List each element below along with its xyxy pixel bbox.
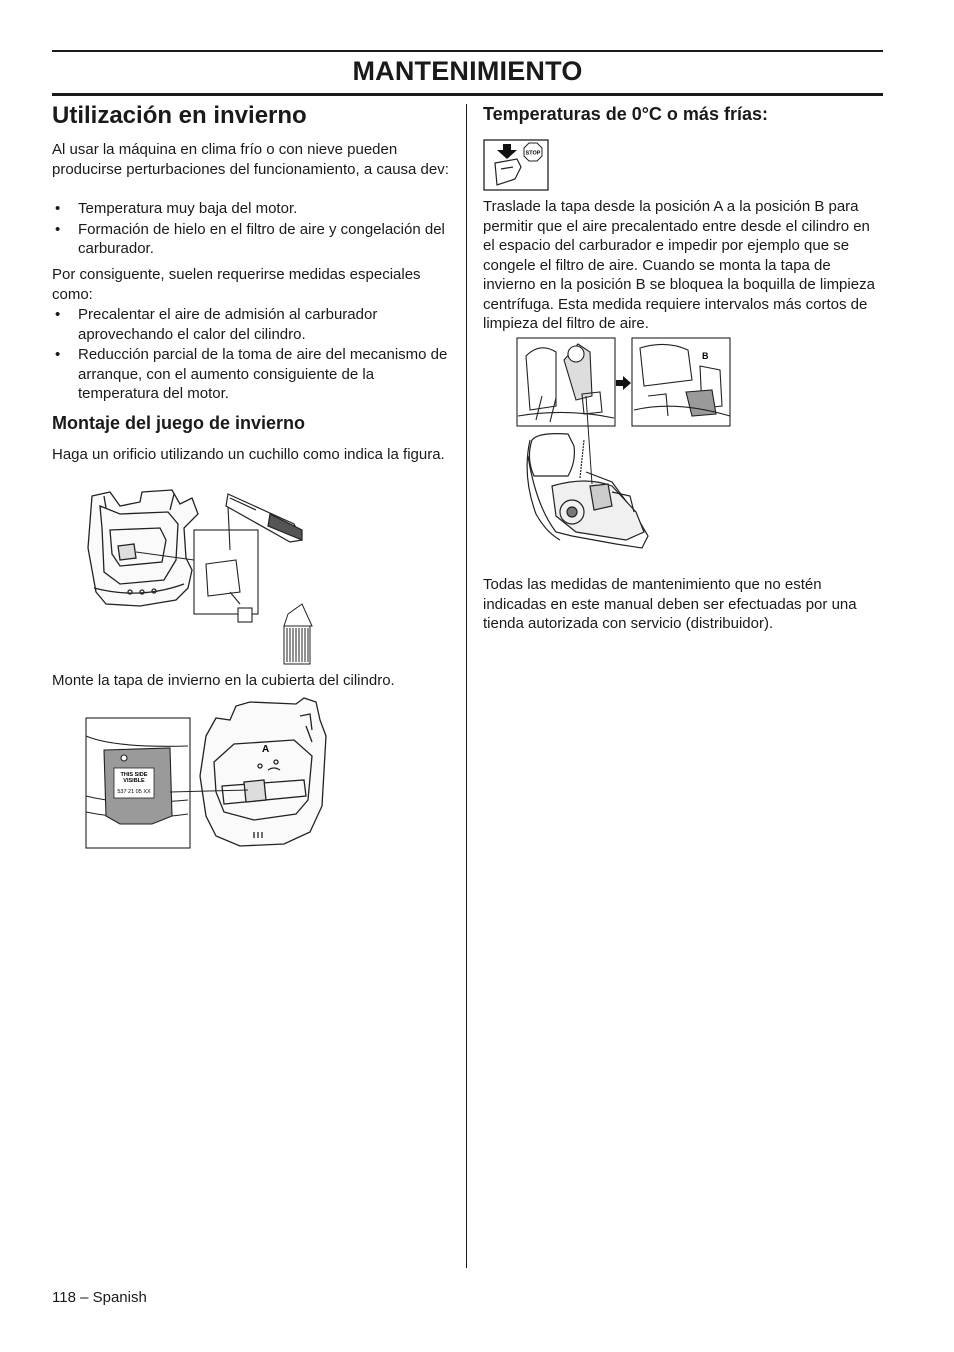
- measures-intro-paragraph: Por consiguente, suelen requerirse medidas especiales como:: [52, 266, 421, 303]
- bullet-icon: •: [55, 220, 61, 238]
- position-b-panel: [632, 338, 730, 426]
- mount-paragraph: Monte la tapa de invierno en la cubierta del cilindro.: [52, 672, 395, 689]
- winter-use-heading: Utilización en invierno: [52, 102, 307, 129]
- problems-list: [52, 199, 452, 260]
- bullet-icon: •: [55, 306, 61, 323]
- service-paragraph: Todas las medidas de mantenimiento que no estén indicadas en este manual deben ser efectuadas por una tienda autorizada con servicio (distribuidor).: [483, 576, 857, 632]
- figure-cut-hole: [80, 488, 320, 668]
- column-divider: [466, 104, 467, 1268]
- list-item: [52, 345, 452, 404]
- list-item-text: Temperatura muy baja del motor.: [78, 200, 298, 217]
- list-item: [52, 305, 452, 344]
- plate-code-text: 537 21 05 XX: [117, 789, 151, 795]
- kit-paragraph: Haga un orificio utilizando un cuchillo como indica la figura.: [52, 446, 445, 463]
- cylinder-cover-drawing: [88, 490, 198, 606]
- move-cover-paragraph: Traslade la tapa desde la posición A a la posición B para permitir que el aire precalentado entre desde el cilindro en el espacio del carburador e impedir por ejemplo que se congele el filtro de aire. Cuando se monta la tapa de invierno en la posición B se bloquea la boquilla de limpieza centrífuga. Esta medida requiere intervalos más cortos de limpieza del filtro de aire.: [483, 198, 875, 332]
- cylinder-cover-drawing: [200, 698, 326, 846]
- figure-mount-cover: [84, 696, 334, 850]
- plate-text-line1: THIS SIDE: [120, 772, 148, 778]
- measures-list: [52, 305, 452, 405]
- right-arrow-icon: [616, 376, 631, 390]
- list-item-text: Reducción parcial de la toma de aire del mecanismo de arranque, con el aumento consiguiente de la temperatura del motor.: [78, 346, 448, 402]
- page-footer: 118 – Spanish: [52, 1289, 147, 1306]
- bullet-icon: •: [55, 200, 61, 217]
- list-item-text: Precalentar el aire de admisión al carburador aprovechando el calor del cilindro.: [78, 306, 378, 343]
- winter-intro-paragraph: Al usar la máquina en clima frío o con nieve pueden producirse perturbaciones del funcionamiento, a causa dev:: [52, 141, 449, 178]
- list-item: [52, 199, 452, 219]
- plate-text-line2: VISIBLE: [123, 778, 145, 784]
- stop-icon: [524, 143, 542, 161]
- figure-move-cover: [516, 336, 734, 554]
- list-item-text: Formación de hielo en el filtro de aire y congelación del carburador.: [78, 220, 445, 257]
- header-rule-bottom: [52, 93, 883, 96]
- stop-label: STOP: [525, 150, 541, 157]
- cold-temps-heading: Temperaturas de 0°C o más frías:: [483, 104, 768, 124]
- header-rule-top: [52, 50, 883, 52]
- stop-warning-box: [483, 139, 551, 193]
- position-a-panel: [517, 338, 615, 426]
- filter-icon: [284, 604, 312, 664]
- chainsaw-drawing: [527, 434, 648, 548]
- kit-heading: Montaje del juego de invierno: [52, 413, 306, 433]
- position-b-label: B: [702, 351, 709, 361]
- section-title: MANTENIMIENTO: [352, 56, 583, 86]
- position-a-label: A: [262, 744, 270, 755]
- bullet-icon: •: [55, 346, 61, 363]
- list-item: [52, 220, 452, 259]
